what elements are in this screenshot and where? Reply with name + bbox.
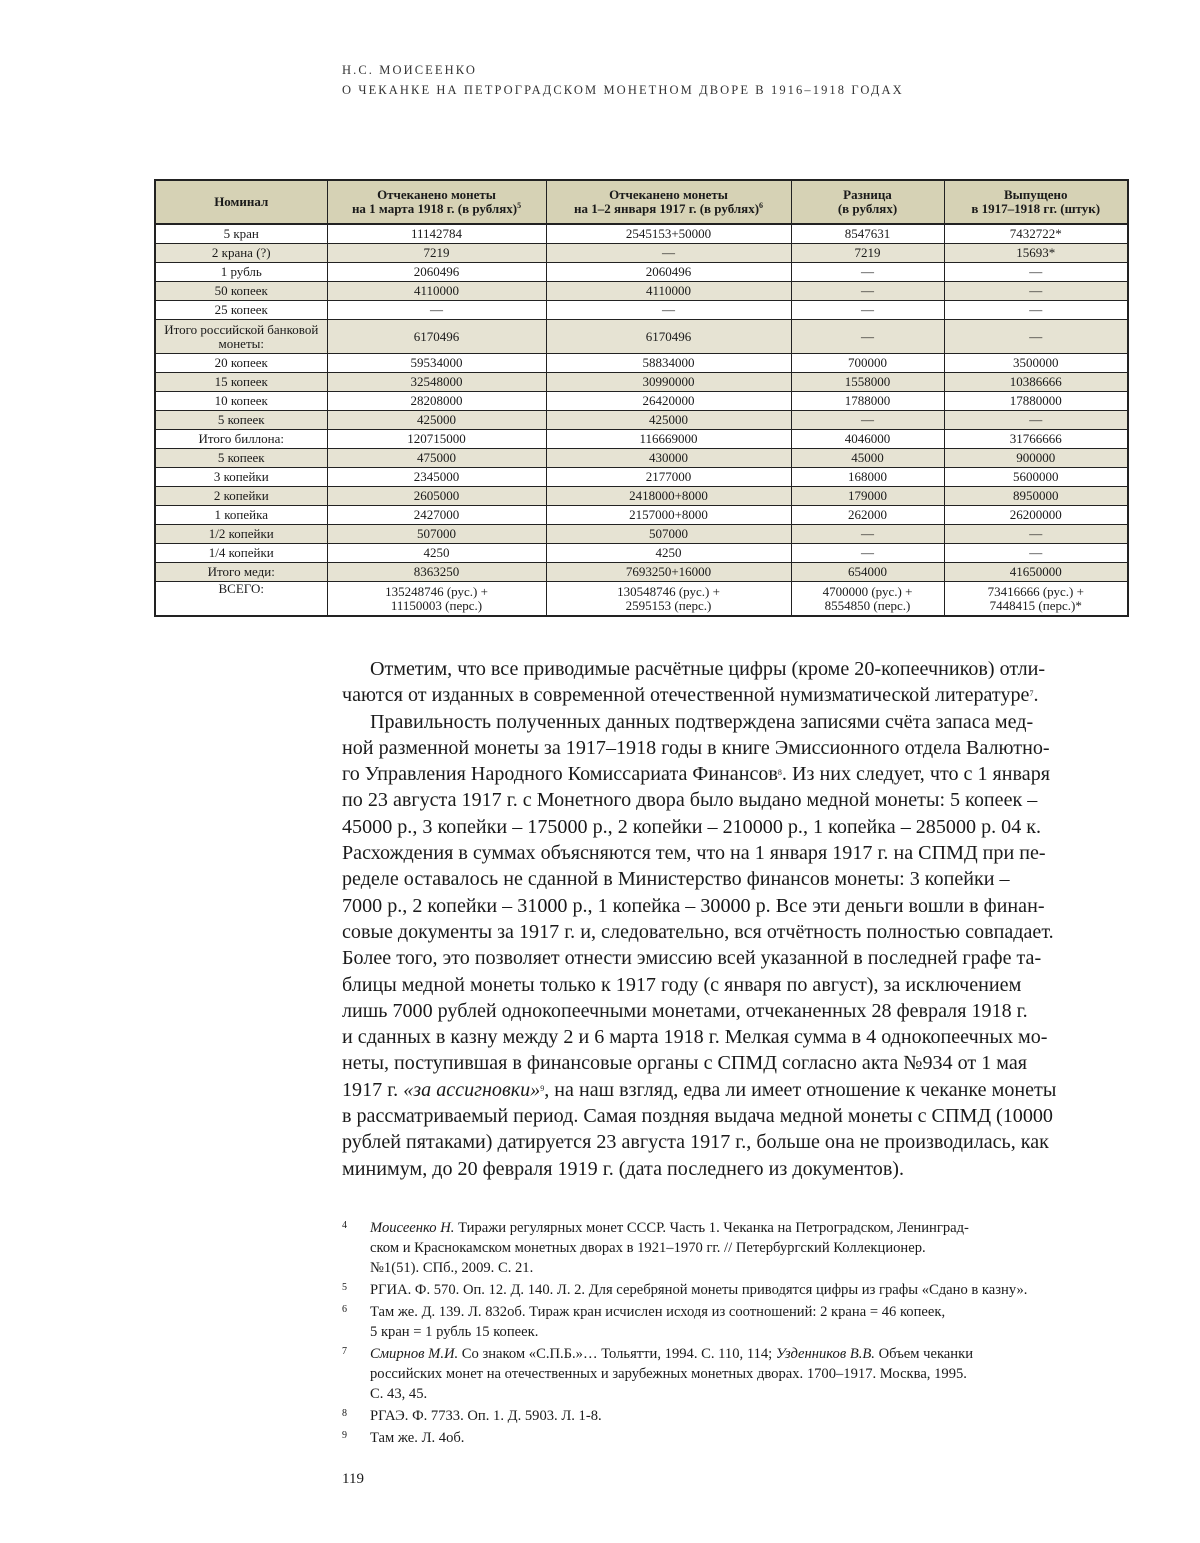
text-line: ределе оставалось не сданной в Министерство финансов монеты: 3 копейки – xyxy=(342,868,1010,891)
table-cell: 4700000 (рус.) + 8554850 (перс.) xyxy=(791,582,944,617)
table-row xyxy=(155,563,1128,582)
table-cell: — xyxy=(791,525,944,544)
table-row xyxy=(155,468,1128,487)
table-cell: 700000 xyxy=(791,354,944,373)
table-cell: — xyxy=(546,244,791,263)
table-cell: 425000 xyxy=(546,411,791,430)
table-cell: Итого биллона: xyxy=(155,430,327,449)
table-cell: 10386666 xyxy=(944,373,1128,392)
table-cell: 20 копеек xyxy=(155,354,327,373)
table-cell: 6170496 xyxy=(327,320,546,354)
table-cell: 8950000 xyxy=(944,487,1128,506)
table-cell: 168000 xyxy=(791,468,944,487)
footnote-8: 8 РГАЭ. Ф. 7733. Оп. 1. Д. 5903. Л. 1-8. xyxy=(342,1408,602,1424)
table-cell: 4110000 xyxy=(546,282,791,301)
footnote-4: 4 Моисеенко Н. Тиражи регулярных монет СССР. Часть 1. Чеканка на Петроградском, Ленинград- ском и Краснокамском монетных дворах в 1921–1970 гг. // Петербургский Коллекционер. №1(51). СПб., 2009. С. 21. xyxy=(342,1220,969,1276)
table-cell: 4110000 xyxy=(327,282,546,301)
table-cell: 2545153+50000 xyxy=(546,224,791,244)
table-cell: 2157000+8000 xyxy=(546,506,791,525)
text-line: и сданных в казну между 2 и 6 марта 1918 г. Мелкая сумма в 4 однокопеечных мо- xyxy=(342,1026,1048,1049)
table-cell: 179000 xyxy=(791,487,944,506)
text-line: совые документы за 1917 г. и, следовательно, вся отчётность полностью совпадает. xyxy=(342,920,1054,943)
table-cell: 262000 xyxy=(791,506,944,525)
table-cell: 4250 xyxy=(546,544,791,563)
table-cell: — xyxy=(546,301,791,320)
table-row xyxy=(155,263,1128,282)
table-cell: — xyxy=(944,282,1128,301)
table-cell: 475000 xyxy=(327,449,546,468)
table-cell: — xyxy=(944,301,1128,320)
text-line: ной разменной монеты за 1917–1918 годы в книге Эмиссионного отдела Валютно- xyxy=(342,736,1050,759)
table-row xyxy=(155,430,1128,449)
header-minted-1918: Отчеканено монеты на 1 марта 1918 г. (в рублях)$^5$ xyxy=(327,180,546,224)
table-cell: 2427000 xyxy=(327,506,546,525)
text-line: в рассматриваемый период. Самая поздняя выдача медной монеты с СПМД (10000 xyxy=(342,1105,1053,1128)
table-cell: 32548000 xyxy=(327,373,546,392)
table-cell: 507000 xyxy=(327,525,546,544)
table-cell: 6170496 xyxy=(546,320,791,354)
table-total-row xyxy=(155,582,1128,617)
table-cell: 28208000 xyxy=(327,392,546,411)
table-row xyxy=(155,244,1128,263)
text-line: Правильность полученных данных подтверждена записями счёта запаса мед- xyxy=(370,710,1034,733)
text-line: 7000 р., 2 копейки – 31000 р., 1 копейка – 30000 р. Все эти деньги вошли в финан- xyxy=(342,894,1045,917)
text-line: 1917 г. «за ассигновки»$^9$, на наш взгляд, едва ли имеет отношение к чеканке монеты xyxy=(342,1078,1057,1101)
table-cell: 1 рубль xyxy=(155,263,327,282)
page-number: 119 xyxy=(342,1471,364,1487)
table-cell: 2345000 xyxy=(327,468,546,487)
table-row xyxy=(155,487,1128,506)
text-line: го Управления Народного Комиссариата Финансов$^8$. Из них следует, что с 1 января xyxy=(342,763,1050,786)
table-cell: 41650000 xyxy=(944,563,1128,582)
table-cell: 7432722* xyxy=(944,224,1128,244)
text-line: блицы медной монеты только к 1917 году (с января по август), за исключением xyxy=(342,973,1022,996)
table-cell: 1 копейка xyxy=(155,506,327,525)
table-cell: 73416666 (рус.) + 7448415 (перс.)* xyxy=(944,582,1128,617)
table-cell: 7693250+16000 xyxy=(546,563,791,582)
table-cell: 1558000 xyxy=(791,373,944,392)
text-line: 45000 р., 3 копейки – 175000 р., 2 копейки – 210000 р., 1 копейка – 285000 р. 04 к. xyxy=(342,815,1042,838)
table-row xyxy=(155,392,1128,411)
table-cell: 116669000 xyxy=(546,430,791,449)
table-row xyxy=(155,544,1128,563)
table-cell: — xyxy=(791,411,944,430)
table-cell: 2060496 xyxy=(546,263,791,282)
table-cell: — xyxy=(791,301,944,320)
body-text xyxy=(342,656,1128,1182)
footnotes xyxy=(342,1218,1132,1450)
table-row xyxy=(155,411,1128,430)
table-cell: 5 кран xyxy=(155,224,327,244)
table-cell: 2 крана (?) xyxy=(155,244,327,263)
table-cell: 15 копеек xyxy=(155,373,327,392)
table-cell: 507000 xyxy=(546,525,791,544)
table-row xyxy=(155,224,1128,244)
table-header-row xyxy=(155,180,1128,224)
table-cell: 7219 xyxy=(327,244,546,263)
table-cell: 50 копеек xyxy=(155,282,327,301)
table-cell: — xyxy=(791,544,944,563)
table-cell: 31766666 xyxy=(944,430,1128,449)
table-cell: — xyxy=(327,301,546,320)
table-cell: 59534000 xyxy=(327,354,546,373)
table-row xyxy=(155,449,1128,468)
footnote-5: 5 РГИА. Ф. 570. Оп. 12. Д. 140. Л. 2. Для серебряной монеты приводятся цифры из графы «Сдано в казну». xyxy=(342,1282,1028,1298)
table-cell: — xyxy=(944,263,1128,282)
table-cell: 17880000 xyxy=(944,392,1128,411)
text-line: неты, поступившая в финансовые органы с СПМД согласно акта №934 от 1 мая xyxy=(342,1052,1028,1075)
table-cell: 11142784 xyxy=(327,224,546,244)
table-cell: 5600000 xyxy=(944,468,1128,487)
footnote-7: 7 Смирнов М.И. Со знаком «С.П.Б.»… Тольятти, 1994. С. 110, 114; Узденников В.В. Объем чеканки российских монет на отечественных и зарубежных монетных дворах. 1700–1917. Москва, 1995. С. 43, 45. xyxy=(342,1346,973,1402)
table-cell: 26420000 xyxy=(546,392,791,411)
text-line: по 23 августа 1917 г. с Монетного двора было выдано медной монеты: 5 копеек – xyxy=(342,789,1038,812)
table-cell: 58834000 xyxy=(546,354,791,373)
running-head xyxy=(342,60,1142,100)
table-cell: 430000 xyxy=(546,449,791,468)
table-cell: — xyxy=(791,282,944,301)
text-line: Отметим, что все приводимые расчётные цифры (кроме 20-копеечников) отли- xyxy=(370,658,1046,680)
table-cell: 3500000 xyxy=(944,354,1128,373)
table-row xyxy=(155,506,1128,525)
table-cell: 120715000 xyxy=(327,430,546,449)
table-cell: 26200000 xyxy=(944,506,1128,525)
table-cell: 2060496 xyxy=(327,263,546,282)
table-cell: — xyxy=(944,320,1128,354)
table-cell: 15693* xyxy=(944,244,1128,263)
header-denomination: Номинал xyxy=(155,180,327,224)
table-row xyxy=(155,301,1128,320)
table-cell: 4250 xyxy=(327,544,546,563)
header-minted-1917: Отчеканено монеты на 1–2 января 1917 г. (в рублях)$^6$ xyxy=(546,180,791,224)
table-cell: Итого меди: xyxy=(155,563,327,582)
mintage-table xyxy=(154,179,1129,617)
table-cell: — xyxy=(791,320,944,354)
table-cell: 135248746 (рус.) + 11150003 (перс.) xyxy=(327,582,546,617)
table-cell: 8363250 xyxy=(327,563,546,582)
running-head-author: Н.С. МОИСЕЕНКО xyxy=(342,63,477,77)
text-line: рублей пятаками) датируется 23 августа 1917 г., больше она не производилась, как xyxy=(342,1131,1049,1154)
footnote-9: 9 Там же. Л. 4об. xyxy=(342,1430,465,1446)
table-cell: 5 копеек xyxy=(155,449,327,468)
table-cell: — xyxy=(791,263,944,282)
footnote-6: 6 Там же. Д. 139. Л. 832об. Тираж кран исчислен исходя из соотношений: 2 крана = 46 копеек, 5 кран = 1 рубль 15 копеек. xyxy=(342,1304,946,1340)
table-cell: — xyxy=(944,411,1128,430)
table-cell: ВСЕГО: xyxy=(155,582,327,617)
header-difference: Разница (в рублях) xyxy=(791,180,944,224)
text-line: Расхождения в суммах объясняются тем, что на 1 января 1917 г. на СПМД при пе- xyxy=(342,842,1046,865)
text-line: минимум, до 20 февраля 1919 г. (дата последнего из документов). xyxy=(342,1157,905,1180)
table-row xyxy=(155,373,1128,392)
table-cell: 45000 xyxy=(791,449,944,468)
table-cell: — xyxy=(944,544,1128,563)
table-cell: Итого российской банковой монеты: xyxy=(155,320,327,354)
table-cell: — xyxy=(944,525,1128,544)
running-head-title: О ЧЕКАНКЕ НА ПЕТРОГРАДСКОМ МОНЕТНОМ ДВОРЕ В 1916–1918 ГОДАХ xyxy=(342,83,904,97)
table-cell: 8547631 xyxy=(791,224,944,244)
table-cell: 2418000+8000 xyxy=(546,487,791,506)
table-cell: 25 копеек xyxy=(155,301,327,320)
table-row xyxy=(155,320,1128,354)
table-cell: 1788000 xyxy=(791,392,944,411)
table-cell: 4046000 xyxy=(791,430,944,449)
table-cell: 900000 xyxy=(944,449,1128,468)
table-row xyxy=(155,282,1128,301)
table-cell: 2 копейки xyxy=(155,487,327,506)
table-cell: 7219 xyxy=(791,244,944,263)
text-line: Более того, это позволяет отнести эмиссию всей указанной в последней графе та- xyxy=(342,947,1042,970)
text-line: чаются от изданных в современной отечественной нумизматической литературе$^7$. xyxy=(342,684,1039,707)
text-line: лишь 7000 рублей однокопеечными монетами, отчеканенных 28 февраля 1918 г. xyxy=(342,999,1028,1022)
table-cell: 30990000 xyxy=(546,373,791,392)
header-issued: Выпущено в 1917–1918 гг. (штук) xyxy=(944,180,1128,224)
table-cell: 2177000 xyxy=(546,468,791,487)
table-cell: 2605000 xyxy=(327,487,546,506)
table-cell: 10 копеек xyxy=(155,392,327,411)
table-cell: 1/4 копейки xyxy=(155,544,327,563)
table-cell: 654000 xyxy=(791,563,944,582)
table-cell: 1/2 копейки xyxy=(155,525,327,544)
table-cell: 3 копейки xyxy=(155,468,327,487)
table-cell: 5 копеек xyxy=(155,411,327,430)
table-cell: 425000 xyxy=(327,411,546,430)
table-cell: 130548746 (рус.) + 2595153 (перс.) xyxy=(546,582,791,617)
table-row xyxy=(155,354,1128,373)
table-row xyxy=(155,525,1128,544)
